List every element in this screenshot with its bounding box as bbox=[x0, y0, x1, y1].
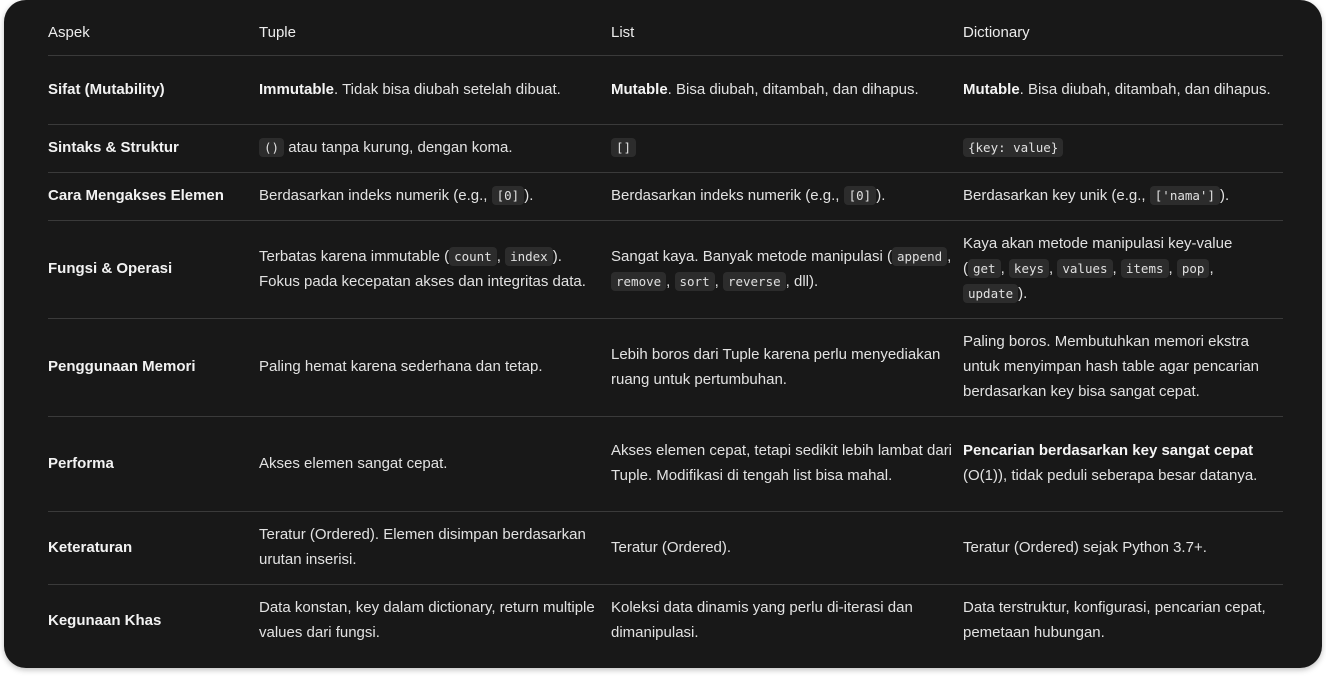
table-row bbox=[48, 173, 1283, 221]
dict-cell: Teratur (Ordered) sejak Python 3.7+. bbox=[963, 512, 1283, 585]
table-row bbox=[48, 319, 1283, 417]
inline-code: values bbox=[1057, 259, 1112, 278]
row-aspect: Cara Mengakses Elemen bbox=[48, 173, 259, 221]
tuple-cell: Paling hemat karena sederhana dan tetap. bbox=[259, 319, 611, 417]
table-row bbox=[48, 221, 1283, 319]
inline-code: count bbox=[449, 247, 497, 266]
emphasis-text: Pencarian berdasarkan key sangat cepat bbox=[963, 442, 1254, 459]
row-aspect: Kegunaan Khas bbox=[48, 611, 162, 629]
emphasis-text: Mutable bbox=[963, 80, 1020, 98]
comparison-table bbox=[48, 10, 1283, 657]
cell-text: , dll). bbox=[785, 272, 819, 290]
inline-code: [0] bbox=[844, 186, 877, 205]
list-cell bbox=[611, 173, 963, 221]
cell-text: Kaya akan metode manipulasi key-value ( bbox=[963, 235, 1233, 277]
inline-code: [] bbox=[611, 138, 636, 157]
dict-cell: Paling boros. Membutuhkan memori ekstra untuk menyimpan hash table agar pencarian berdasarkan key bisa sangat cepat. bbox=[963, 319, 1283, 417]
tuple-cell: Akses elemen sangat cepat. bbox=[259, 417, 611, 512]
inline-code: keys bbox=[1009, 259, 1049, 278]
tuple-cell bbox=[259, 125, 611, 173]
row-aspect: Penggunaan Memori bbox=[48, 319, 259, 417]
comparison-card bbox=[4, 0, 1322, 668]
header-dictionary: Dictionary bbox=[963, 10, 1283, 56]
cell-text: ). Fokus pada kecepatan akses dan integritas data. bbox=[259, 247, 586, 290]
table-row bbox=[48, 512, 1283, 585]
dict-cell: Data terstruktur, konfigurasi, pencarian cepat, pemetaan hubungan. bbox=[963, 599, 1266, 641]
tuple-cell bbox=[259, 56, 611, 125]
cell-text: ). bbox=[1018, 285, 1028, 302]
tuple-cell: Teratur (Ordered). Elemen disimpan berdasarkan urutan inserisi. bbox=[259, 512, 611, 585]
list-cell: Teratur (Ordered). bbox=[611, 512, 963, 585]
inline-code: remove bbox=[611, 272, 666, 291]
inline-code: {key: value} bbox=[963, 138, 1063, 157]
table-row bbox=[48, 417, 1283, 512]
inline-code: sort bbox=[675, 272, 715, 291]
inline-code: update bbox=[963, 284, 1018, 303]
cell-text: . Tidak bisa diubah setelah dibuat. bbox=[334, 80, 561, 98]
inline-code: () bbox=[259, 138, 284, 157]
inline-code: ['nama'] bbox=[1150, 186, 1220, 205]
emphasis-text: Mutable bbox=[611, 80, 668, 98]
cell-text: ). bbox=[1219, 187, 1230, 204]
header-tuple: Tuple bbox=[259, 10, 611, 56]
cell-text: ). bbox=[876, 187, 886, 204]
tuple-cell: Data konstan, key dalam dictionary, return multiple values dari fungsi. bbox=[259, 599, 595, 641]
row-aspect: Sifat (Mutability) bbox=[48, 56, 259, 125]
inline-code: reverse bbox=[723, 272, 786, 291]
list-cell bbox=[611, 56, 963, 125]
list-cell: Sangat kaya. Banyak metode manipulasi ( append , remove , sort , reverse , dll). bbox=[611, 221, 963, 319]
cell-text: Berdasarkan indeks numerik (e.g., bbox=[259, 187, 492, 204]
list-cell bbox=[611, 125, 963, 173]
emphasis-text: Immutable bbox=[259, 80, 335, 98]
dict-cell bbox=[963, 417, 1283, 512]
inline-code: pop bbox=[1177, 259, 1210, 278]
dict-cell: Kaya akan metode manipulasi key-value ( get , keys , values , items , pop , update ). bbox=[963, 221, 1283, 319]
cell-text: Terbatas karena immutable ( bbox=[259, 247, 450, 265]
inline-code: get bbox=[968, 259, 1001, 278]
inline-code: append bbox=[892, 247, 947, 266]
cell-text: . Bisa diubah, ditambah, dan dihapus. bbox=[1019, 80, 1271, 98]
tuple-cell bbox=[259, 173, 611, 221]
row-aspect: Fungsi & Operasi bbox=[48, 221, 259, 319]
row-aspect: Keteraturan bbox=[48, 512, 259, 585]
table-row bbox=[48, 125, 1283, 173]
header-list: List bbox=[611, 10, 963, 56]
cell-text: Berdasarkan key unik (e.g., bbox=[963, 187, 1150, 204]
list-cell: Koleksi data dinamis yang perlu di-iterasi dan dimanipulasi. bbox=[611, 599, 913, 641]
inline-code: index bbox=[505, 247, 553, 266]
inline-code: items bbox=[1121, 259, 1169, 278]
cell-text: ). bbox=[524, 187, 534, 204]
dict-cell bbox=[963, 56, 1283, 125]
tuple-cell: Terbatas karena immutable ( count , index ). Fokus pada kecepatan akses dan integritas data. bbox=[259, 221, 611, 319]
cell-text: Sangat kaya. Banyak metode manipulasi ( bbox=[611, 247, 892, 265]
row-aspect: Performa bbox=[48, 417, 259, 512]
table-row bbox=[48, 56, 1283, 125]
dict-cell bbox=[963, 125, 1283, 173]
cell-text: Berdasarkan indeks numerik (e.g., bbox=[611, 187, 844, 204]
list-cell: Lebih boros dari Tuple karena perlu menyediakan ruang untuk pertumbuhan. bbox=[611, 319, 963, 417]
inline-code: [0] bbox=[492, 186, 525, 205]
header-aspek: Aspek bbox=[48, 10, 259, 56]
dict-cell bbox=[963, 173, 1283, 221]
list-cell: Akses elemen cepat, tetapi sedikit lebih lambat dari Tuple. Modifikasi di tengah list bisa mahal. bbox=[611, 417, 963, 512]
cell-text: atau tanpa kurung, dengan koma. bbox=[284, 139, 513, 156]
table-header-row bbox=[48, 10, 1283, 56]
cell-text: . Bisa diubah, ditambah, dan dihapus. bbox=[667, 80, 919, 98]
row-aspect: Sintaks & Struktur bbox=[48, 125, 259, 173]
table-row bbox=[48, 585, 1283, 658]
cell-text: (O(1)), tidak peduli seberapa besar datanya. bbox=[963, 467, 1258, 484]
